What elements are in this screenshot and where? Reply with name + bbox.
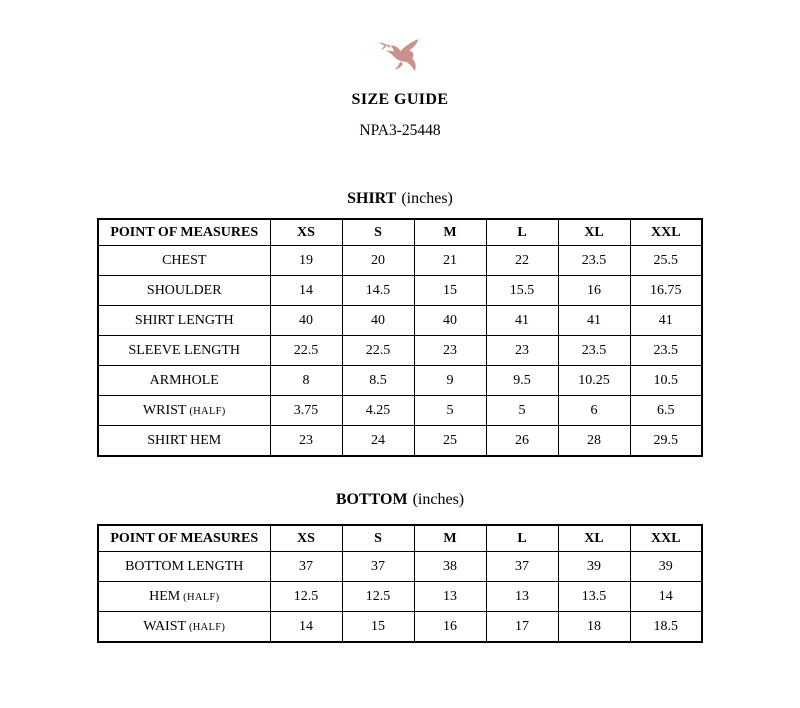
measure-value: 16 [414,612,486,643]
measure-value: 41 [630,306,702,336]
measure-label-suffix: (HALF) [186,405,226,417]
measure-label: WAIST (HALF) [98,612,270,643]
measure-value: 12.5 [270,582,342,612]
measure-value: 6.5 [630,396,702,426]
table-header-row [98,219,702,246]
shirt-heading-unit: (inches) [401,190,453,207]
shirt-heading-text: SHIRT [347,190,397,207]
measure-label: HEM (HALF) [98,582,270,612]
measure-label-suffix: (HALF) [180,591,220,603]
measure-value: 15 [342,612,414,643]
measure-value: 29.5 [630,426,702,457]
table-row [98,396,702,426]
measure-value: 40 [414,306,486,336]
measure-value: 18 [558,612,630,643]
measure-value: 23.5 [558,246,630,276]
shirt-section-heading [0,189,800,208]
measure-value: 40 [270,306,342,336]
measure-value: 10.25 [558,366,630,396]
dove-logo-icon [377,38,424,75]
measure-value: 39 [630,552,702,582]
col-header-size-l: L [486,525,558,552]
measure-label: BOTTOM LENGTH [98,552,270,582]
measure-value: 39 [558,552,630,582]
measure-value: 26 [486,426,558,457]
measure-value: 16 [558,276,630,306]
col-header-point-of-measures: POINT OF MEASURES [98,525,270,552]
table-row [98,306,702,336]
measure-value: 37 [486,552,558,582]
measure-value: 5 [414,396,486,426]
measure-value: 5 [486,396,558,426]
col-header-size-m: M [414,219,486,246]
col-header-size-xl: XL [558,525,630,552]
measure-value: 41 [486,306,558,336]
dove-body [385,46,415,72]
bottom-size-table [97,524,703,643]
bottom-heading-text: BOTTOM [335,491,408,508]
measure-label: SHOULDER [98,276,270,306]
measure-label: ARMHOLE [98,366,270,396]
measure-value: 10.5 [630,366,702,396]
measure-value: 14 [270,612,342,643]
measure-value: 23.5 [630,336,702,366]
measure-value: 3.75 [270,396,342,426]
table-row [98,426,702,457]
measure-value: 15 [414,276,486,306]
measure-value: 14 [270,276,342,306]
measure-value: 6 [558,396,630,426]
col-header-point-of-measures: POINT OF MEASURES [98,219,270,246]
measure-value: 15.5 [486,276,558,306]
measure-value: 4.25 [342,396,414,426]
bottom-section-heading [0,490,800,509]
table-header-row [98,525,702,552]
measure-label: WRIST (HALF) [98,396,270,426]
measure-label: SHIRT HEM [98,426,270,457]
dove-wing [400,39,418,52]
measure-value: 9 [414,366,486,396]
measure-value: 20 [342,246,414,276]
measure-value: 16.75 [630,276,702,306]
measure-value: 23 [486,336,558,366]
col-header-size-s: S [342,219,414,246]
measure-value: 23.5 [558,336,630,366]
measure-label: SHIRT LENGTH [98,306,270,336]
table-row [98,336,702,366]
measure-value: 13 [414,582,486,612]
page-title: SIZE GUIDE [351,91,449,108]
col-header-size-m: M [414,525,486,552]
measure-value: 25 [414,426,486,457]
style-number: NPA3-25448 [359,122,441,139]
measure-value: 8.5 [342,366,414,396]
col-header-size-s: S [342,525,414,552]
measure-value: 13 [486,582,558,612]
measure-value: 22 [486,246,558,276]
measure-value: 12.5 [342,582,414,612]
measure-value: 22.5 [342,336,414,366]
col-header-size-l: L [486,219,558,246]
measure-value: 40 [342,306,414,336]
col-header-size-xs: XS [270,525,342,552]
olive-branch-leaf [381,45,386,50]
measure-value: 9.5 [486,366,558,396]
measure-value: 14.5 [342,276,414,306]
measure-value: 21 [414,246,486,276]
measure-value: 19 [270,246,342,276]
measure-value: 28 [558,426,630,457]
measure-value: 23 [270,426,342,457]
measure-value: 18.5 [630,612,702,643]
measure-value: 25.5 [630,246,702,276]
table-row [98,552,702,582]
shirt-section [0,189,800,457]
table-row [98,582,702,612]
measure-value: 41 [558,306,630,336]
measure-value: 13.5 [558,582,630,612]
table-row [98,276,702,306]
measure-label-suffix: (HALF) [186,621,226,633]
measure-value: 24 [342,426,414,457]
shirt-size-table [97,218,703,457]
measure-label: SLEEVE LENGTH [98,336,270,366]
dove-leg-feathers [394,62,403,70]
measure-label: CHEST [98,246,270,276]
measure-value: 37 [270,552,342,582]
col-header-size-xl: XL [558,219,630,246]
col-header-size-xxl: XXL [630,219,702,246]
measure-value: 38 [414,552,486,582]
table-row [98,612,702,643]
bottom-section [0,490,800,643]
measure-value: 23 [414,336,486,366]
table-row [98,246,702,276]
measure-value: 37 [342,552,414,582]
table-row [98,366,702,396]
col-header-size-xxl: XXL [630,525,702,552]
measure-value: 8 [270,366,342,396]
col-header-size-xs: XS [270,219,342,246]
measure-value: 22.5 [270,336,342,366]
measure-value: 14 [630,582,702,612]
measure-value: 17 [486,612,558,643]
bottom-heading-unit: (inches) [412,491,465,508]
